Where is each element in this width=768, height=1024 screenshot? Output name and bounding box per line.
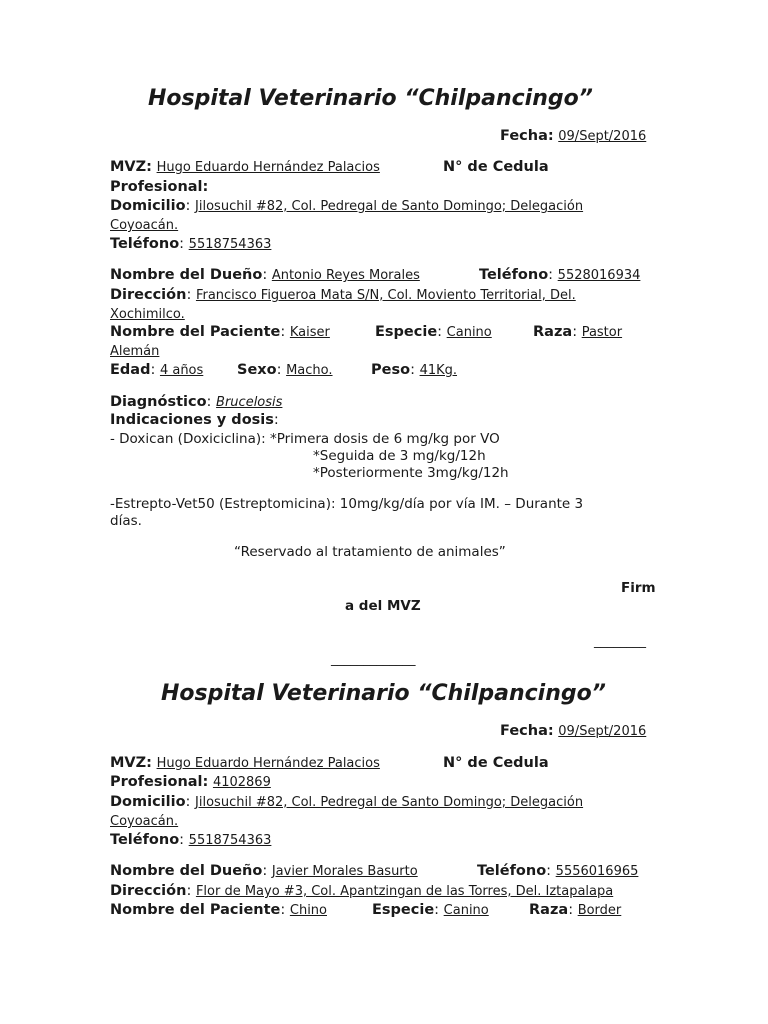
domicilio-row-b: Domicilio: Jilosuchil #82, Col. Pedregal de Santo Domingo; Delegación [110,794,584,810]
tel-dueno-label: Teléfono [477,863,547,879]
raza-label: Raza [533,324,573,340]
profesional-row-2 [110,773,271,792]
signature-line-1: ________ [594,634,646,649]
domicilio-value-2: Coyoacán. [110,814,179,829]
dueno-label: Nombre del Dueño [110,267,263,283]
direccion-label: Dirección [110,883,187,899]
fecha-value: 09/Sept/2016 [558,129,647,144]
especie-label: Especie [372,902,435,918]
domicilio-value: Jilosuchil #82, Col. Pedregal de Santo Domingo; Delegación [195,795,584,810]
diagnostico-label: Diagnóstico [110,394,207,410]
raza-value: Border [577,903,622,918]
tel-dueno-label: Teléfono [479,267,549,283]
edad-row: Edad: 4 años [110,362,204,378]
especie-row: Especie: Canino [375,324,492,340]
dueno-row-2: Nombre del Dueño: Javier Morales Basurto [110,863,418,879]
hospital-title-2: Hospital Veterinario “Chilpancingo” [161,681,606,706]
rx-line-4: -Estrepto-Vet50 (Estreptomicina): 10mg/kg/día por vía IM. – Durante 3 [110,496,584,512]
peso-row: Peso: 41Kg. [371,362,458,378]
fecha-row [500,127,646,146]
paciente-row-2: Nombre del Paciente: Chino [110,902,327,918]
mvz-value: Hugo Eduardo Hernández Palacios [156,756,380,771]
especie-row-2: Especie: Canino [372,902,489,918]
profesional-label: Profesional: [110,774,209,790]
direccion-row-b: Dirección: Flor de Mayo #3, Col. Apantzingan de las Torres, Del. Iztapalapa [110,883,614,899]
diagnostico-row: Diagnóstico: Brucelosis [110,394,283,410]
direccion-value: Francisco Figueroa Mata S/N, Col. Moviento Territorial, Del. [195,288,576,303]
firma-label-2: a del MVZ [345,598,421,614]
paciente-label: Nombre del Paciente [110,902,281,918]
hospital-title: Hospital Veterinario “Chilpancingo” [148,86,593,111]
telefono-label: Teléfono [110,832,180,848]
telefono-row-2: Teléfono: 5518754363 [110,832,272,848]
tel-dueno-row-2: Teléfono: 5556016965 [477,863,639,879]
raza-value-2: Alemán [110,344,160,359]
fecha-label: Fecha: [500,128,554,144]
direccion-value-2: Xochimilco. [110,307,185,322]
domicilio-value: Jilosuchil #82, Col. Pedregal de Santo Domingo; Delegación [195,199,584,214]
diagnostico-value: Brucelosis [216,395,283,410]
direccion-row-2 [110,305,185,324]
sexo-label: Sexo [237,362,277,378]
direccion-row: Dirección: Francisco Figueroa Mata S/N, Col. Moviento Territorial, Del. [110,287,576,303]
domicilio-row: Domicilio: Jilosuchil #82, Col. Pedregal de Santo Domingo; Delegación [110,198,584,214]
especie-value: Canino [446,325,492,340]
cedula-label: N° de Cedula [443,159,549,175]
fecha-value: 09/Sept/2016 [558,724,647,739]
tel-dueno-row: Teléfono: 5528016934 [479,267,641,283]
indicaciones-row: Indicaciones y dosis: [110,412,279,428]
especie-label: Especie [375,324,438,340]
tel-dueno-value: 5556016965 [555,864,639,879]
tel-dueno-value: 5528016934 [557,268,641,283]
dueno-value: Antonio Reyes Morales [271,268,420,283]
cedula-label-2: N° de Cedula [443,755,549,771]
dueno-value: Javier Morales Basurto [271,864,418,879]
paciente-value: Chino [289,903,327,918]
domicilio-value-2: Coyoacán. [110,218,179,233]
mvz-label: MVZ: [110,159,152,175]
rx-line-3: *Posteriormente 3mg/kg/12h [313,465,509,481]
fecha-row-2 [500,722,646,741]
profesional-value: 4102869 [212,775,271,790]
telefono-value: 5518754363 [188,237,272,252]
raza-label: Raza [529,902,569,918]
paciente-value: Kaiser [289,325,330,340]
sexo-row: Sexo: Macho. [237,362,333,378]
indicaciones-label: Indicaciones y dosis [110,412,274,428]
peso-value: 41Kg. [419,363,458,378]
reservado-note: “Reservado al tratamiento de animales” [234,544,506,560]
rx-line-1: - Doxican (Doxiciclina): *Primera dosis de 6 mg/kg por VO [110,431,500,447]
paciente-label: Nombre del Paciente [110,324,281,340]
especie-value: Canino [443,903,489,918]
telefono-value: 5518754363 [188,833,272,848]
firma-label-1: Firm [621,580,656,596]
mvz-row-2 [110,754,380,773]
domicilio-row-b2 [110,812,178,831]
paciente-row: Nombre del Paciente: Kaiser [110,324,330,340]
telefono-label: Teléfono [110,236,180,252]
profesional-label: Profesional: [110,179,209,195]
raza-row: Raza: Pastor [533,324,623,340]
domicilio-label: Domicilio [110,198,186,214]
signature-line-2: _____________ [331,652,416,667]
edad-label: Edad [110,362,151,378]
direccion-value: Flor de Mayo #3, Col. Apantzingan de las Torres, Del. Iztapalapa [195,884,614,899]
direccion-label: Dirección [110,287,187,303]
telefono-row: Teléfono: 5518754363 [110,236,272,252]
rx-line-2: *Seguida de 3 mg/kg/12h [313,448,486,464]
raza-value: Pastor [581,325,623,340]
raza-row-2 [110,342,159,361]
dueno-label: Nombre del Dueño [110,863,263,879]
mvz-row [110,158,380,177]
dueno-row: Nombre del Dueño: Antonio Reyes Morales [110,267,420,283]
fecha-label: Fecha: [500,723,554,739]
raza-row-2b: Raza: Border [529,902,622,918]
mvz-label: MVZ: [110,755,152,771]
peso-label: Peso [371,362,411,378]
domicilio-row-2 [110,216,178,235]
domicilio-label: Domicilio [110,794,186,810]
rx-line-5: días. [110,513,142,529]
edad-value: 4 años [159,363,204,378]
mvz-value: Hugo Eduardo Hernández Palacios [156,160,380,175]
sexo-value: Macho. [286,363,333,378]
